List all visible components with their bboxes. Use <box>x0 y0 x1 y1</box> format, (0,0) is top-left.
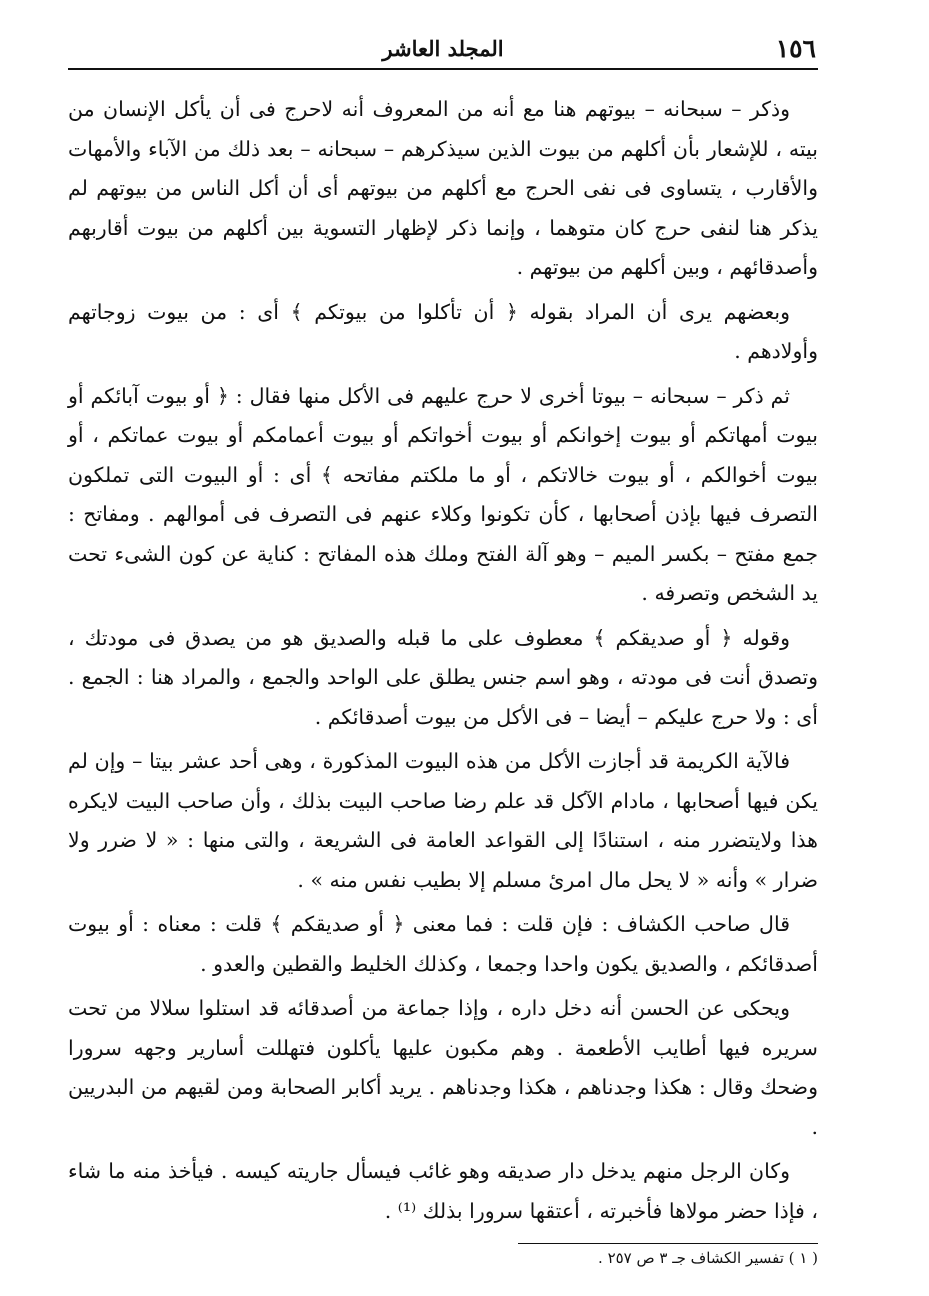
page-number: ١٥٦ <box>775 34 816 63</box>
paragraph-5: فالآية الكريمة قد أجازت الأكل من هذه البيوت المذكورة ، وهى أحد عشر بيتا – وإن لم يكن فيها أصحابها ، مادام الآكل قد علم رضا صاحب البيت بذلك ، وأن صاحب البيت لايكره هذا ولايتضرر منه ، استنادًا إلى القواعد العامة فى الشريعة ، والتى منها : « لا ضرر ولا ضرار » وأنه « لا يحل مال امرئ مسلم إلا بطيب نفس منه » . <box>68 749 818 892</box>
footnote-divider <box>518 1243 818 1244</box>
footnote: ( ١ ) تفسير الكشاف جـ ٣ ص ٢٥٧ . <box>598 1249 818 1267</box>
paragraph-6: قال صاحب الكشاف : فإن قلت : فما معنى ﴿ أو صديقكم ﴾ قلت : معناه : أو بيوت أصدقائكم ، والصديق يكون واحدا وجمعا ، وكذلك الخليط والقطين والعدو . <box>68 912 818 976</box>
page-header <box>68 34 818 70</box>
paragraph-4: وقوله ﴿ أو صديقكم ﴾ معطوف على ما قبله والصديق هو من يصدق فى مودتك ، وتصدق أنت فى مودته ، وهو اسم جنس يطلق على الواحد والجمع ، والمراد هنا : الجمع . أى : ولا حرج عليكم – أيضا – فى الأكل من بيوت أصدقائكم . <box>68 625 818 729</box>
page-body <box>68 90 818 1231</box>
paragraph-8: وكان الرجل منهم يدخل دار صديقه وهو غائب فيسأل جاريته كيسه . فيأخذ منه ما شاء ، فإذا حضر مولاها فأخبرته ، أعتقها سرورا بذلك ⁽¹⁾ . <box>68 1159 818 1223</box>
book-page <box>68 34 818 1268</box>
paragraph-7: ويحكى عن الحسن أنه دخل داره ، وإذا جماعة من أصدقائه قد استلوا سلالا من تحت سريره فيها أطايب الأطعمة . وهم مكبون عليها يأكلون فتهللت أسارير وجهه سرورا وضحك وقال : هكذا وجدناهم ، هكذا وجدناهم . يريد أكابر الصحابة ومن لقيهم من البدريين . <box>68 996 818 1139</box>
running-head: المجلد العاشر <box>382 36 504 61</box>
paragraph-3: ثم ذكر – سبحانه – بيوتا أخرى لا حرج عليهم فى الأكل منها فقال : ﴿ أو بيوت آبائكم أو بيوت أمهاتكم أو بيوت إخوانكم أو بيوت أخواتكم أو بيوت أعمامكم أو بيوت عماتكم ، أو بيوت أخوالكم ، أو بيوت خالاتكم ، أو ما ملكتم مفاتحه ﴾ أى : أو البيوت التى تملكون التصرف فيها بإذن أصحابها ، كأن تكونوا وكلاء عنهم فى التصرف فى أموالهم . ومفاتح : جمع مفتح – بكسر الميم – وهو آلة الفتح وملك هذه المفاتح : كناية عن كون الشىء تحت يد الشخص وتصرفه . <box>68 383 818 605</box>
paragraph-2: وبعضهم يرى أن المراد بقوله ﴿ أن تأكلوا من بيوتكم ﴾ أى : من بيوت زوجاتهم وأولادهم . <box>68 299 818 363</box>
paragraph-1: وذكر – سبحانه – بيوتهم هنا مع أنه من المعروف أنه لاحرج فى أن يأكل الإنسان من بيته ، للإشعار بأن أكلهم من بيوت الذين سيذكرهم – سبحانه – بعد ذلك من الآباء والأمهات والأقارب ، يتساوى فى نفى الحرج مع أكلهم من بيوتهم أى أن أكل الناس من بيوتهم لم يذكر هنا لنفى حرج كان متوهما ، وإنما ذكر لإظهار التسوية بين أكلهم من بيوت أقاربهم وأصدقائهم ، وبين أكلهم من بيوتهم . <box>68 97 818 279</box>
